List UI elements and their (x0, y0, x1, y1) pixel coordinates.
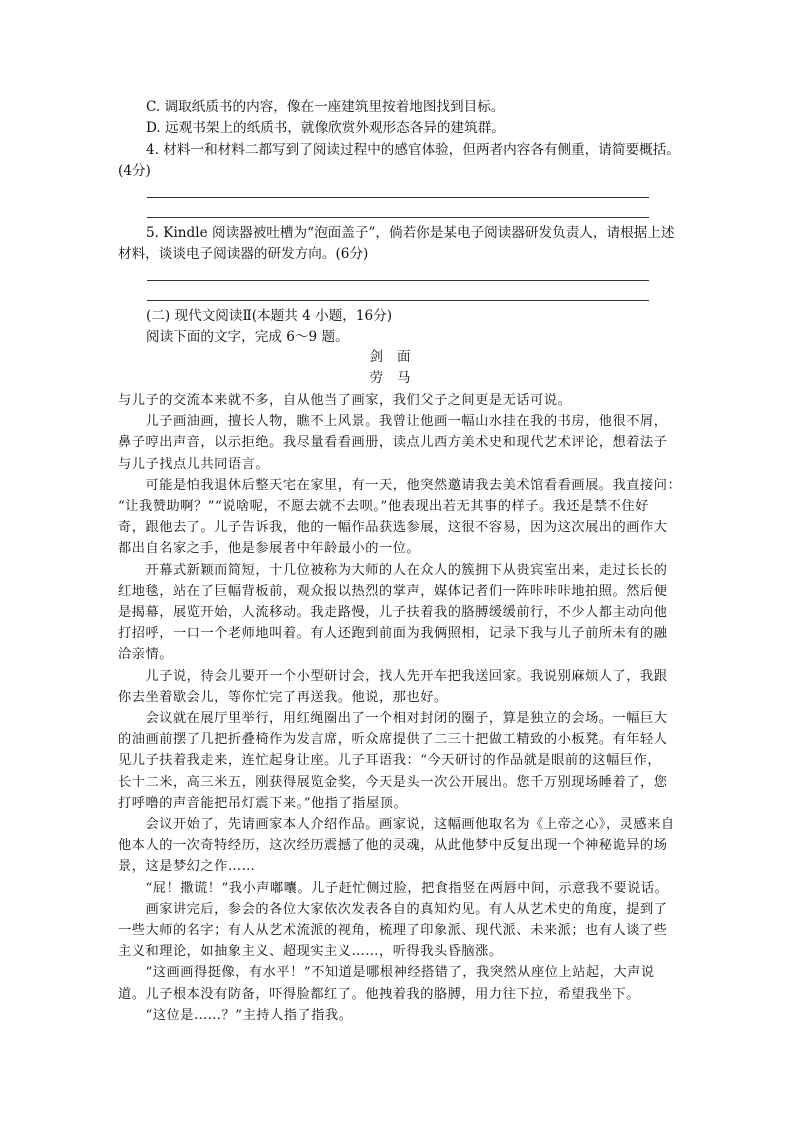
story-line: 画家讲完后，参会的各位大家依次发表各自的真知灼见。有人从艺术史的角度，提到了 (118, 901, 668, 917)
story-line: 道。儿子根本没有防备，吓得脸都红了。他拽着我的胳膊，用力往下拉，希望我坐下。 (118, 986, 641, 1002)
reading-instruction: 阅读下面的文字，完成 6～9 题。 (146, 329, 349, 345)
answer-line (147, 280, 649, 281)
story-line: “这画画得挺像，有水平！”不知道是哪根神经搭错了，我突然从座位上站起，大声说 (118, 965, 655, 981)
section-heading: (二) 现代文阅读Ⅱ(本题共 4 小题，16分) (146, 308, 393, 324)
story-line: 开幕式新颖而简短，十几位被称为大师的人在众人的簇拥下从贵宾室出来，走过长长的 (118, 562, 668, 578)
question-5-line-2: 材料，谈谈电子阅读器的研发方向。(6分) (118, 246, 369, 262)
story-line: 是揭幕，展览开始，人流移动。我走路慢，儿子扶着我的胳膊缓缓前行，不少人都主动向他 (118, 605, 668, 620)
story-line: 红地毯，站在了巨幅背板前，观众报以热烈的掌声，媒体记者们一阵咔咔咔地拍照。然后便 (118, 583, 668, 599)
answer-line (147, 217, 649, 218)
story-line: 长十二米，高三米五，刚获得展览金奖，今天是头一次公开展出。您千万别现场睡着了，您 (118, 774, 668, 790)
story-line: 打呼噜的声音能把吊灯震下来。”他指了指屋顶。 (118, 795, 408, 811)
story-line: “屁！撒谎！”我小声嘟囔。儿子赶忙侧过脸，把食指竖在两唇中间，示意我不要说话。 (118, 880, 669, 896)
question-4-line-1: 4. 材料一和材料二都写到了阅读过程中的感官体验，但两者内容各有侧重，请简要概括。 (146, 142, 680, 158)
story-title: 剑面 (369, 350, 425, 365)
story-line: 你去坐着歇会儿，等你忙完了再送我。他说，那也好。 (118, 689, 448, 705)
story-line: 奇，跟他去了。儿子告诉我，他的一幅作品获选参展，这很不容易，因为这次展出的画作大 (118, 520, 668, 536)
answer-line (147, 300, 649, 301)
story-line: “让我赞助啊？”“说啥呢，不愿去就不去呗。”他表现出若无其事的样子。我还是禁不住好 (118, 499, 649, 514)
story-line: 会议就在展厅里举行，用红绳圈出了一个相对封闭的圈子，算是独立的会场。一幅巨大 (118, 711, 668, 726)
story-line: 儿子说，待会儿要开一个小型研讨会，找人先开车把我送回家。我说别麻烦人了，我跟 (118, 668, 668, 684)
story-line: 的油画前摆了几把折叠椅作为发言席，听众席提供了二三十把做工精致的小板凳。有年轻人 (118, 732, 668, 748)
story-line: 都出自名家之手，他是参展者中年龄最小的一位。 (118, 541, 421, 557)
story-line: 打招呼，一口一个老师地叫着。有人还跑到前面为我俩照相，记录下我与儿子前所未有的融 (118, 626, 668, 642)
story-line: 他本人的一次奇特经历，这次经历震撼了他的灵魂，从此他梦中反复出现一个神秘诡异的场 (118, 838, 668, 854)
story-line: 洽亲情。 (118, 647, 173, 663)
story-line: 儿子画油画，擅长人物，瞧不上风景。我曾让他画一幅山水挂在我的书房，他很不屑， (118, 414, 668, 430)
answer-line (147, 197, 649, 198)
question-5-line-1: 5. Kindle 阅读器被吐槽为“泡面盖子”，倘若你是某电子阅读器研发负责人，请根据上述 (146, 225, 675, 241)
option-d: D. 远观书架上的纸质书，就像欣赏外观形态各异的建筑群。 (146, 120, 505, 136)
story-line: 会议开始了，先请画家本人介绍作品。画家说，这幅画他取名为《上帝之心》，灵感来自 (118, 817, 675, 832)
story-line: 可能是怕我退休后整天宅在家里，有一天，他突然邀请我去美术馆看看画展。我直接问： (118, 477, 682, 493)
story-line: 鼻子哼出声音，以示拒绝。我尽量看看画册，读点儿西方美术史和现代艺术评论，想着法子 (118, 435, 668, 451)
question-4-line-2: (4分) (118, 163, 151, 179)
story-line: “这位是……？”主持人指了指我。 (118, 1007, 353, 1023)
story-author: 劳马 (369, 371, 425, 386)
story-line: 景，这是梦幻之作…… (118, 859, 256, 875)
story-line: 与儿子的交流本来就不多，自从他当了画家，我们父子之间更是无话可说。 (118, 393, 572, 408)
option-c: C. 调取纸质书的内容，像在一座建筑里按着地图找到目标。 (146, 99, 505, 115)
story-line: 见儿子扶着我走来，连忙起身让座。儿子耳语我：“今天研讨的作品就是眼前的这幅巨作， (118, 753, 662, 769)
story-line: 主义和理论，如抽象主义、超现实主义……，听得我头昏脑涨。 (118, 944, 503, 960)
story-line: 与儿子找点儿共同语言。 (118, 456, 270, 472)
story-line: 一些大师的名字；有人从艺术流派的视角，梳理了印象派、现代派、未来派；也有人谈了些 (118, 923, 668, 938)
